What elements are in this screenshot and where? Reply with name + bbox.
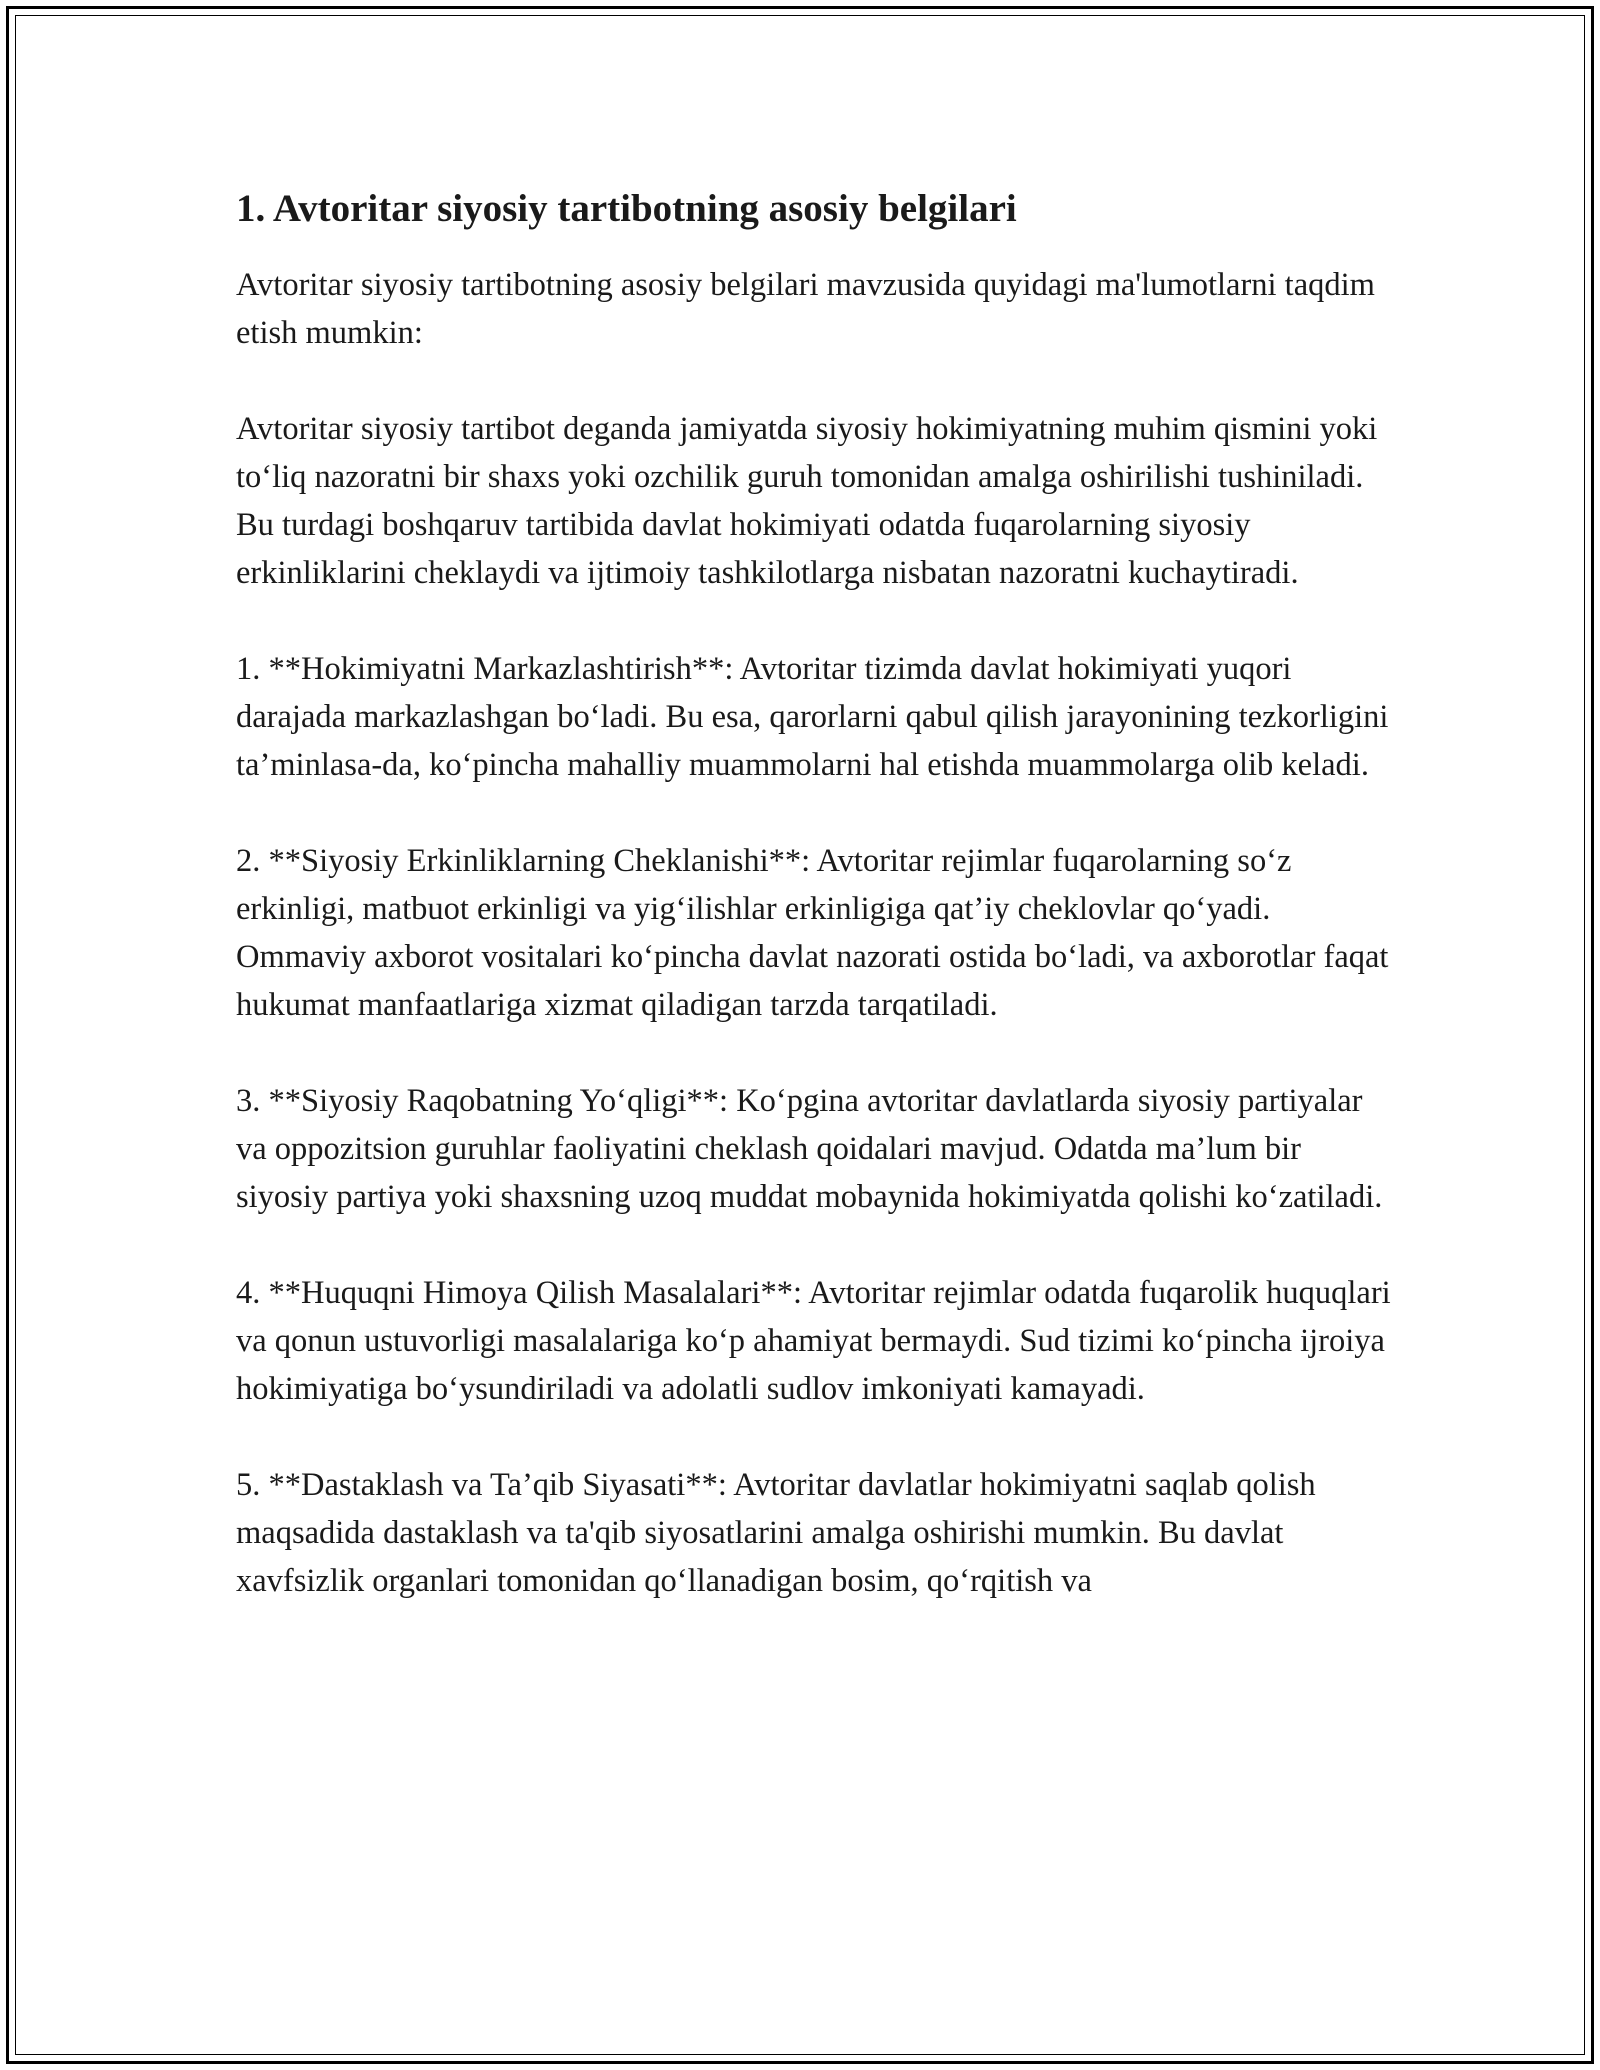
list-item-repression-policy: 5. **Dastaklash va Ta’qib Siyasati**: Avtoritar davlatlar hokimiyatni saqlab qolish maqsadida dastaklash va ta'qib siyosatlarini amalga oshirishi mumkin. Bu davlat xavfsizlik organlari tomonidan qo‘llanadigan bosim, qo‘rqitish va — [236, 1466, 1316, 1599]
document-title: 1. Avtoritar siyosiy tartibotning asosiy belgilari — [236, 187, 1017, 230]
list-item-freedom-restriction: 2. **Siyosiy Erkinliklarning Cheklanishi**: Avtoritar rejimlar fuqarolarning so‘z erkinligi, matbuot erkinligi va yig‘ilishlar erkinligiga qat’iy cheklovlar qo‘yadi. Ommaviy axborot vositalari ko‘pincha davlat nazorati ostida bo‘ladi, va axborotlar faqat hukumat manfaatlariga xizmat qiladigan tarzda tarqatiladi. — [236, 842, 1389, 1023]
list-item-political-competition: 3. **Siyosiy Raqobatning Yo‘qligi**: Ko‘pgina avtoritar davlatlarda siyosiy partiyalar va oppozitsion guruhlar faoliyatini cheklash qoidalari mavjud. Odatda ma’lum bir siyosiy partiya yoki shaxsning uzoq muddat mobaynida hokimiyatda qolishi ko‘zatiladi. — [236, 1082, 1383, 1215]
definition-paragraph: Avtoritar siyosiy tartibot deganda jamiyatda siyosiy hokimiyatning muhim qismini yoki to‘liq nazoratni bir shaxs yoki ozchilik guruh tomonidan amalga oshirilishi tushiniladi. Bu turdagi boshqaruv tartibida davlat hokimiyati odatda fuqarolarning siyosiy erkinliklarini cheklaydi va ijtimoiy tashkilotlarga nisbatan nazoratni kuchaytiradi. — [236, 410, 1378, 591]
document-body — [236, 184, 1396, 1653]
list-item-centralization: 1. **Hokimiyatni Markazlashtirish**: Avtoritar tizimda davlat hokimiyati yuqori darajada markazlashgan bo‘ladi. Bu esa, qarorlarni qabul qilish jarayonining tezkorligini ta’minlasa-da, ko‘pincha mahalliy muammolarni hal etishda muammolarga olib keladi. — [236, 650, 1389, 783]
intro-paragraph: Avtoritar siyosiy tartibotning asosiy belgilari mavzusida quyidagi ma'lumotlarni taqdim etish mumkin: — [236, 266, 1375, 351]
list-item-rights-protection: 4. **Huquqni Himoya Qilish Masalalari**: Avtoritar rejimlar odatda fuqarolik huquqlari va qonun ustuvorligi masalalariga ko‘p ahamiyat bermaydi. Sud tizimi ko‘pincha ijroiya hokimiyatiga bo‘ysundiriladi va adolatli sudlov imkoniyati kamayadi. — [236, 1274, 1391, 1407]
